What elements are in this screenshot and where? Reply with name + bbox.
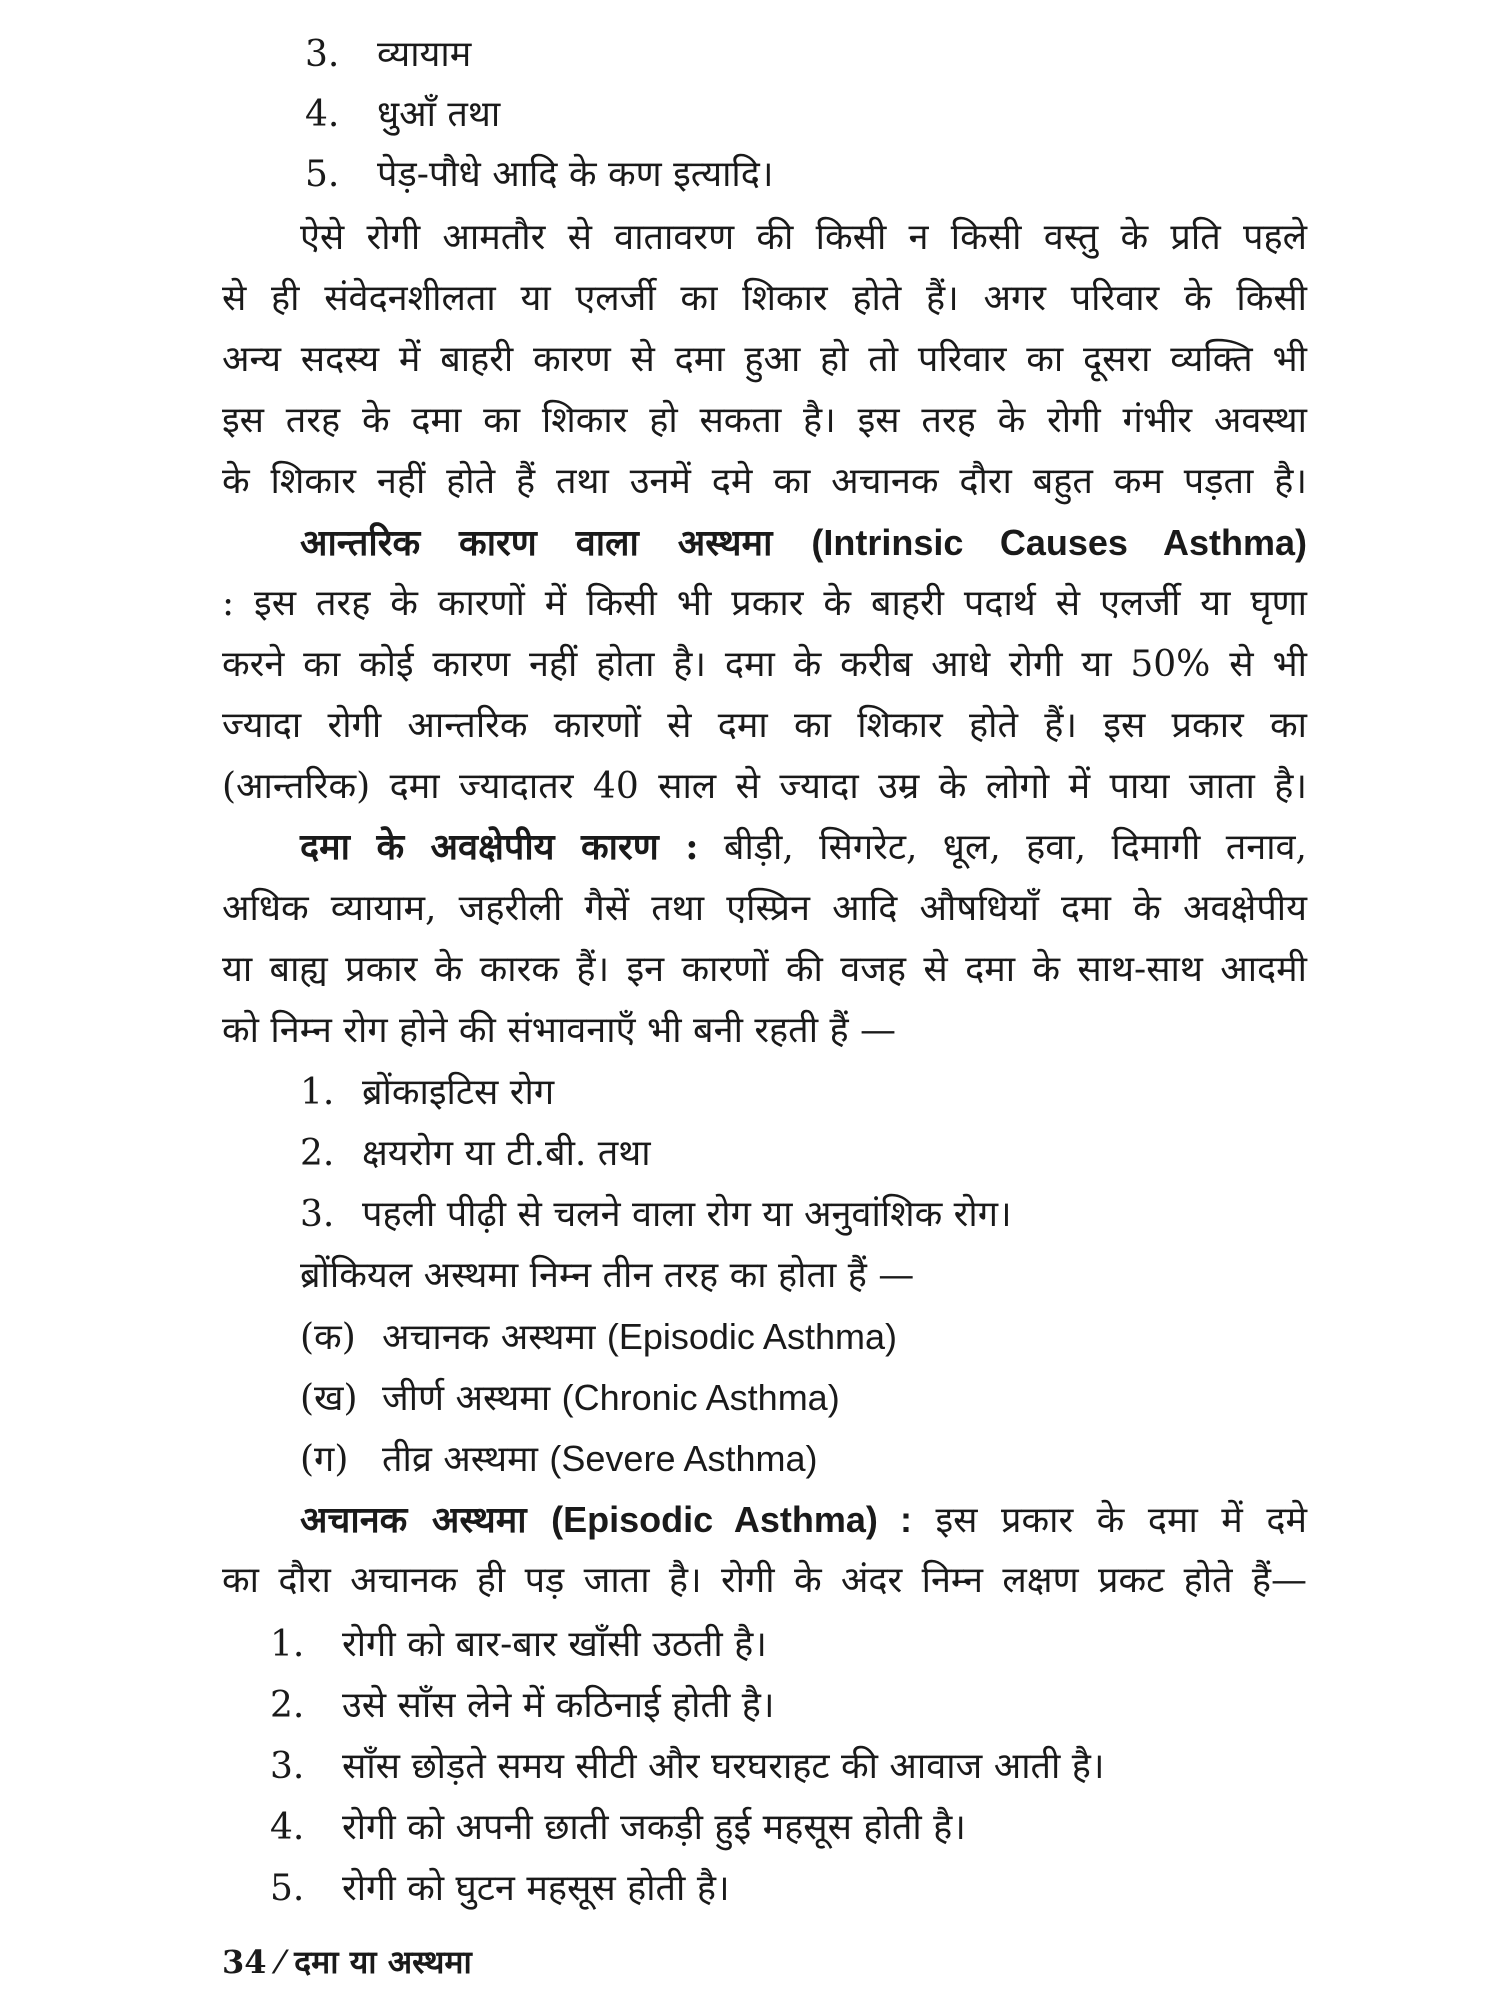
heading-english: (Intrinsic Causes Asthma) [811,522,1307,563]
paragraph-line: इस तरह के दमा का शिकार हो सकता है। इस तरह के रोगी गंभीर अवस्था [222,400,1307,441]
paragraph-line [300,1497,1307,1543]
list-item [305,92,500,137]
list-text: रोगी को अपनी छाती जकड़ी हुई महसूस होती है। [342,1807,966,1848]
paragraph-text: बीड़ी, सिगरेट, धूल, हवा, दिमागी तनाव, [723,827,1307,868]
list-number: 4. [305,94,340,135]
list-text: व्यायाम [377,34,472,75]
type-item [300,1436,818,1482]
list-text: पेड़-पौधे आदि के कण इत्यादि। [377,154,774,195]
list-item [305,32,471,77]
type-item [300,1314,897,1360]
type-hindi: तीव्र अस्थमा [382,1439,538,1480]
list-text: रोगी को बार-बार खाँसी उठती है। [342,1624,767,1665]
section-heading [300,1499,912,1541]
paragraph-line [300,825,1307,870]
type-english: (Severe Asthma) [549,1438,818,1479]
paragraph-line: का दौरा अचानक ही पड़ जाता है। रोगी के अंदर निम्न लक्षण प्रकट होते हैं— [222,1560,1307,1601]
type-item [300,1375,840,1421]
list-item [270,1866,730,1911]
list-text: ब्रोंकाइटिस रोग [362,1072,555,1113]
list-text: उसे साँस लेने में कठिनाई होती है। [342,1685,775,1726]
paragraph-line: से ही संवेदनशीलता या एलर्जी का शिकार होते हैं। अगर परिवार के किसी [222,278,1307,319]
paragraph-line: करने का कोई कारण नहीं होता है। दमा के करीब आधे रोगी या 50% से भी [222,644,1307,685]
heading-hindi: आन्तरिक कारण वाला अस्थमा [300,522,773,564]
list-text: साँस छोड़ते समय सीटी और घरघराहट की आवाज आती है। [342,1746,1105,1787]
page-footer: 34 ⁄ दमा या अस्थमा [222,1943,472,1981]
list-item [300,1131,651,1176]
list-item [270,1683,775,1728]
type-label: (ग) [300,1439,349,1480]
paragraph-line: ज्यादा रोगी आन्तरिक कारणों से दमा का शिकार होते हैं। इस प्रकार का [222,705,1307,746]
paragraph-line: अन्य सदस्य में बाहरी कारण से दमा हुआ हो तो परिवार का दूसरा व्यक्ति भी [222,339,1307,380]
list-item [300,1192,1012,1237]
list-text: क्षयरोग या टी.बी. तथा [362,1133,651,1174]
list-number: 3. [300,1194,335,1235]
list-number: 2. [300,1133,335,1174]
list-number: 1. [300,1072,335,1113]
types-intro: ब्रोंकियल अस्थमा निम्न तीन तरह का होता हैं — [300,1255,915,1296]
paragraph-line: या बाह्य प्रकार के कारक हैं। इन कारणों की वजह से दमा के साथ-साथ आदमी [222,949,1307,990]
heading-english: (Episodic Asthma) : [551,1499,912,1540]
list-number: 3. [270,1746,305,1787]
paragraph-text: इस प्रकार के दमा में दमे [935,1500,1307,1541]
list-number: 2. [270,1685,305,1726]
list-number: 5. [305,154,340,195]
paragraph-line: को निम्न रोग होने की संभावनाएँ भी बनी रहती हैं — [222,1010,897,1051]
section-heading: दमा के अवक्षेपीय कारण : [300,826,699,868]
type-hindi: जीर्ण अस्थमा [382,1378,551,1419]
paragraph-line: अधिक व्यायाम, जहरीली गैसें तथा एस्प्रिन आदि औषधियाँ दमा के अवक्षेपीय [222,888,1307,929]
type-label: (क) [300,1317,356,1358]
section-heading [300,520,1307,566]
list-item [270,1805,966,1850]
paragraph-line: के शिकार नहीं होते हैं तथा उनमें दमे का अचानक दौरा बहुत कम पड़ता है। [222,461,1307,502]
paragraph-line: ऐसे रोगी आमतौर से वातावरण की किसी न किसी वस्तु के प्रति पहले [300,217,1307,258]
heading-hindi: अचानक अस्थमा [300,1499,527,1541]
type-english: (Chronic Asthma) [561,1377,840,1418]
list-text: धुआँ तथा [377,94,501,135]
list-text: रोगी को घुटन महसूस होती है। [342,1868,730,1909]
list-item [270,1744,1105,1789]
list-text: पहली पीढ़ी से चलने वाला रोग या अनुवांशिक रोग। [362,1194,1012,1235]
list-item [270,1622,767,1667]
list-item [305,152,774,197]
paragraph-line: (आन्तरिक) दमा ज्यादातर 40 साल से ज्यादा उम्र के लोगो में पाया जाता है। [222,766,1307,807]
type-hindi: अचानक अस्थमा [382,1317,596,1358]
list-number: 1. [270,1624,305,1665]
type-label: (ख) [300,1378,358,1419]
paragraph-line: : इस तरह के कारणों में किसी भी प्रकार के बाहरी पदार्थ से एलर्जी या घृणा [222,583,1307,624]
list-number: 5. [270,1868,305,1909]
list-number: 3. [305,34,340,75]
type-english: (Episodic Asthma) [606,1316,897,1357]
list-number: 4. [270,1807,305,1848]
list-item [300,1070,554,1115]
